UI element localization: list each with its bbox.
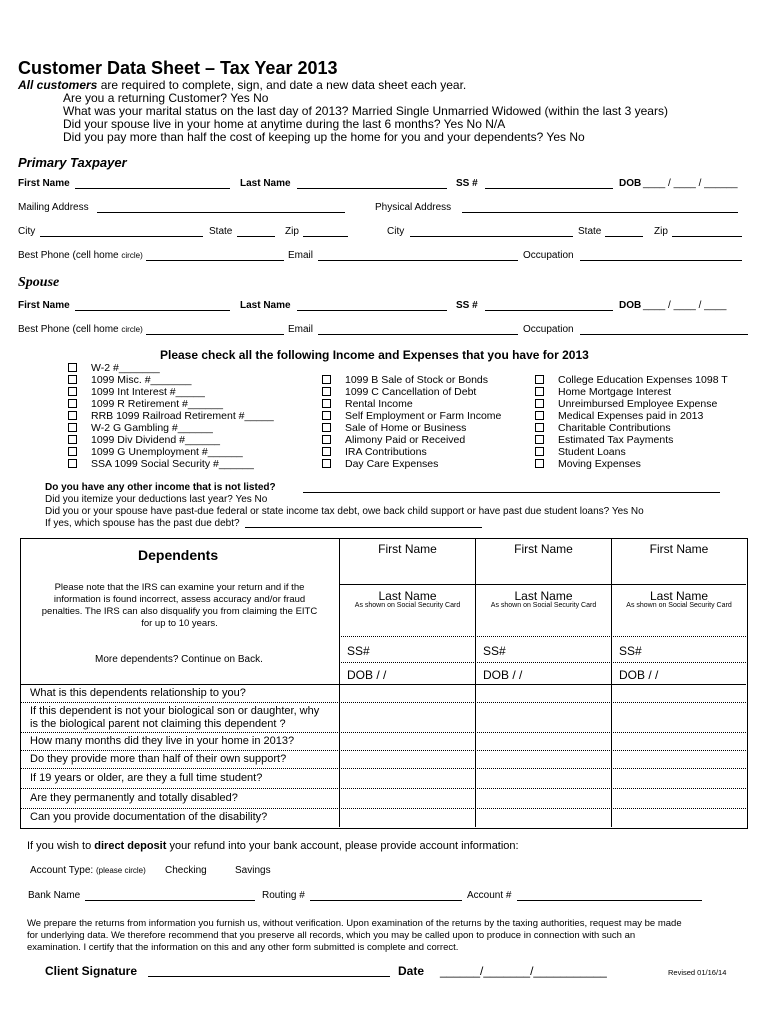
primary-occupation-label: Occupation [523,250,574,261]
dep2-last-note: As shown on Social Security Card [490,602,597,609]
documentation-question: Can you provide documentation of the disability? [30,811,268,823]
checkbox-charitable[interactable]: Charitable Contributions [535,422,728,434]
checkbox-1099-b[interactable]: 1099 B Sale of Stock or Bonds [322,374,501,386]
checkbox-self-employment[interactable]: Self Employment or Farm Income [322,410,501,422]
physical-state-label: State [578,226,602,237]
client-signature-label: Client Signature [45,964,138,978]
account-type-small: (please circle) [95,866,146,875]
irs-note [22,582,337,630]
primary-ss-label: SS # [456,178,478,189]
checkbox-medical-expenses[interactable]: Medical Expenses paid in 2013 [535,410,728,422]
dep3-first-name[interactable]: First Name [649,542,709,556]
income-heading: Please check all the following Income and Expenses that you have for 2013 [160,348,589,362]
intro-rest: are required to complete, sign, and date a new data sheet each year. [97,78,467,92]
spouse-email-field[interactable] [318,334,518,335]
checkbox-w2g[interactable]: W-2 G Gambling #______ [68,422,274,434]
dep1-ss[interactable]: SS# [347,644,370,658]
disclaimer-line: for underlying data. We therefore recommend that you preserve all records, which you may be called upon to produce in connection with such an [27,930,636,941]
checkbox-1099-c[interactable]: 1099 C Cancellation of Debt [322,386,501,398]
checkbox-unreimbursed-expense[interactable]: Unreimbursed Employee Expense [535,398,728,410]
other-income-question: Do you have any other income that is not listed? [45,482,276,493]
dep-question-divider [20,788,746,789]
physical-city-field[interactable] [410,236,573,237]
more-dependents-note: More dependents? Continue on Back. [95,654,263,665]
routing-label: Routing # [262,890,305,901]
biological-parent-question: If this dependent is not your biological son or daughter, why [30,705,320,717]
account-type-label [30,865,146,876]
revised-date: Revised 01/16/14 [668,968,727,977]
disclaimer-line: examination. I certify that the information on this and any other form submitted is complete and correct. [27,942,459,953]
dep2-first-name[interactable]: First Name [514,542,573,556]
returning-customer-question[interactable]: Are you a returning Customer? Yes No [63,91,269,105]
income-list-2 [322,374,501,470]
account-label: Account # [467,890,512,901]
savings-option[interactable]: Savings [235,865,271,876]
client-signature-field[interactable] [148,976,390,977]
spouse-first-name-label: First Name [18,300,70,311]
physical-address-field[interactable] [462,212,738,213]
checkbox-mortgage-interest[interactable]: Home Mortgage Interest [535,386,728,398]
phone-label-text: Best Phone (cell home [18,250,119,261]
physical-city-label: City [387,226,405,237]
spouse-heading: Spouse [18,275,60,290]
irs-note-line: for up to 10 years. [141,618,218,629]
account-field[interactable] [517,900,702,901]
dep2-ss[interactable]: SS# [483,644,506,658]
spouse-ss-field[interactable] [485,310,613,311]
bank-name-label: Bank Name [28,890,81,901]
irs-note-line: information is found incorrect, assess accuracy and/or fraud [53,594,306,605]
dep-question-divider [20,768,746,769]
primary-first-name-field[interactable] [75,188,230,189]
spouse-dob-label: DOB [619,300,642,311]
checkbox-rrb-1099[interactable]: RRB 1099 Railroad Retirement #_____ [68,410,274,422]
disclaimer [27,918,682,954]
dep3-dob[interactable]: DOB / / [619,668,659,682]
full-time-student-question: If 19 years or older, are they a full time student? [30,772,263,784]
dep-row-divider [339,584,746,585]
spouse-phone-label [18,324,143,335]
primary-last-name-label: Last Name [240,178,291,189]
physical-zip-label: Zip [654,226,668,237]
spouse-occupation-field[interactable] [580,334,748,335]
checkbox-1099-misc[interactable]: 1099 Misc. #_______ [68,374,274,386]
checkbox-moving-expenses[interactable]: Moving Expenses [535,458,728,470]
zip-field[interactable] [303,236,348,237]
dep1-last-name[interactable]: Last Name [378,589,437,603]
dep-question-divider [20,750,746,751]
checkbox-1099-div[interactable]: 1099 Div Dividend #______ [68,434,274,446]
primary-first-name-label: First Name [18,178,70,189]
direct-deposit-intro [27,840,519,852]
dep-question-divider [20,808,746,809]
spouse-phone-small: circle) [121,325,143,334]
self-support-question: Do they provide more than half of their own support? [30,753,287,765]
city-label: City [18,226,36,237]
primary-email-label: Email [288,250,314,261]
irs-note-line: penalties. The IRS can also disqualify you from claiming the EITC [41,606,318,617]
deposit-intro-a: If you wish to [27,840,95,852]
mailing-address-label: Mailing Address [18,202,89,213]
physical-zip-field[interactable] [672,236,742,237]
dep-row-divider [339,636,746,637]
phone-label-small: circle) [121,251,143,260]
primary-heading: Primary Taxpayer [18,155,127,170]
other-income-field[interactable] [303,492,720,493]
dependents-col-divider-2 [475,538,476,827]
disabled-question: Are they permanently and totally disabled? [30,792,238,804]
state-label: State [209,226,233,237]
dep2-dob[interactable]: DOB / / [483,668,523,682]
date-field[interactable]: ______/_______/___________ [440,964,607,978]
primary-email-field[interactable] [318,260,518,261]
spouse-dob-field[interactable]: ____ / ____ / ____ [643,300,727,311]
intro-bold: All customers [18,78,98,92]
itemize-question[interactable]: Did you itemize your deductions last year? Yes No [45,494,268,505]
dep-question-divider [20,732,746,733]
checkbox-1099-r[interactable]: 1099 R Retirement #______ [68,398,274,410]
spouse-last-name-label: Last Name [240,300,291,311]
checkbox-1099-int[interactable]: 1099 Int Interest #_____ [68,386,274,398]
spouse-occupation-label: Occupation [523,324,574,335]
checkbox-w2[interactable]: W-2 #_______ [68,362,274,374]
dependents-col-divider-3 [611,538,612,827]
primary-last-name-field[interactable] [297,188,447,189]
primary-phone-label [18,250,143,261]
spouse-ss-label: SS # [456,300,478,311]
checkbox-day-care[interactable]: Day Care Expenses [322,458,501,470]
disclaimer-line: We prepare the returns from information you furnish us, without verification. Upon examination of the returns by the taxing authorities, request may be made [27,918,682,929]
checkbox-college-education[interactable]: College Education Expenses 1098 T [535,374,728,386]
checkbox-student-loans[interactable]: Student Loans [535,446,728,458]
checkbox-1099-g[interactable]: 1099 G Unemployment #______ [68,446,274,458]
which-spouse-field[interactable] [245,527,482,528]
dep3-ss[interactable]: SS# [619,644,642,658]
primary-ss-field[interactable] [485,188,613,189]
spouse-live-question[interactable]: Did your spouse live in your home at anytime during the last 6 months? Yes No N/A [63,117,506,131]
dep3-last-note: As shown on Social Security Card [626,602,732,609]
marital-status-question[interactable]: What was your marital status on the last day of 2013? Married Single Unmarried Widowed (within the last 3 years) [63,104,668,118]
date-label: Date [398,964,425,978]
page-title: Customer Data Sheet – Tax Year 2013 [18,58,338,78]
months-lived-question: How many months did they live in your home in 2013? [30,735,295,747]
intro-text [18,78,466,92]
primary-occupation-field[interactable] [580,260,742,261]
deposit-intro-c: your refund into your bank account, please provide account information: [166,840,519,852]
primary-phone-field[interactable] [146,260,284,261]
state-field[interactable] [237,236,275,237]
dep2-last-name[interactable]: Last Name [514,589,573,603]
income-list-3 [535,374,728,470]
primary-dob-label: DOB [619,178,642,189]
dep-question-divider [20,702,746,703]
bank-name-field[interactable] [85,900,255,901]
checkbox-ssa-1099[interactable]: SSA 1099 Social Security #______ [68,458,274,470]
dependents-col-divider-1 [339,538,340,827]
checkbox-ira[interactable]: IRA Contributions [322,446,501,458]
dep-row-divider [339,662,746,663]
physical-address-label: Physical Address [375,202,452,213]
zip-label: Zip [285,226,299,237]
irs-note-line: Please note that the IRS can examine your return and if the [54,582,305,593]
relationship-question: What is this dependents relationship to you? [30,687,246,699]
primary-dob-field[interactable]: ____ / ____ / ______ [643,178,738,189]
checkbox-estimated-tax[interactable]: Estimated Tax Payments [535,434,728,446]
spouse-last-name-field[interactable] [297,310,447,311]
home-cost-question[interactable]: Did you pay more than half the cost of keeping up the home for you and your dependents? Yes No [63,130,585,144]
dep1-first-name[interactable]: First Name [378,542,437,556]
spouse-phone-field[interactable] [146,334,284,335]
dep1-dob[interactable]: DOB / / [347,668,387,682]
past-due-debt-question[interactable]: Did you or your spouse have past-due federal or state income tax debt, owe back child support or have past due student loans? Yes No [45,506,644,517]
mailing-address-field[interactable] [97,212,345,213]
checking-option[interactable]: Checking [165,865,207,876]
which-spouse-question: If yes, which spouse has the past due debt? [45,518,240,529]
physical-state-field[interactable] [605,236,643,237]
routing-field[interactable] [310,900,462,901]
checkbox-alimony[interactable]: Alimony Paid or Received [322,434,501,446]
spouse-email-label: Email [288,324,314,335]
account-type-text: Account Type: [30,865,94,876]
city-field[interactable] [40,236,203,237]
spouse-first-name-field[interactable] [75,310,230,311]
checkbox-sale-of-home[interactable]: Sale of Home or Business [322,422,501,434]
dep-question-divider [20,684,746,685]
spouse-phone-text: Best Phone (cell home [18,324,119,335]
dep1-last-note: As shown on Social Security Card [354,602,461,609]
checkbox-rental-income[interactable]: Rental Income [322,398,501,410]
biological-parent-question-2: is the biological parent not claiming this dependent ? [30,718,286,730]
dependents-heading: Dependents [138,547,219,563]
dep3-last-name[interactable]: Last Name [649,589,709,603]
income-list-1 [68,362,274,470]
deposit-intro-bold: direct deposit [94,840,167,852]
